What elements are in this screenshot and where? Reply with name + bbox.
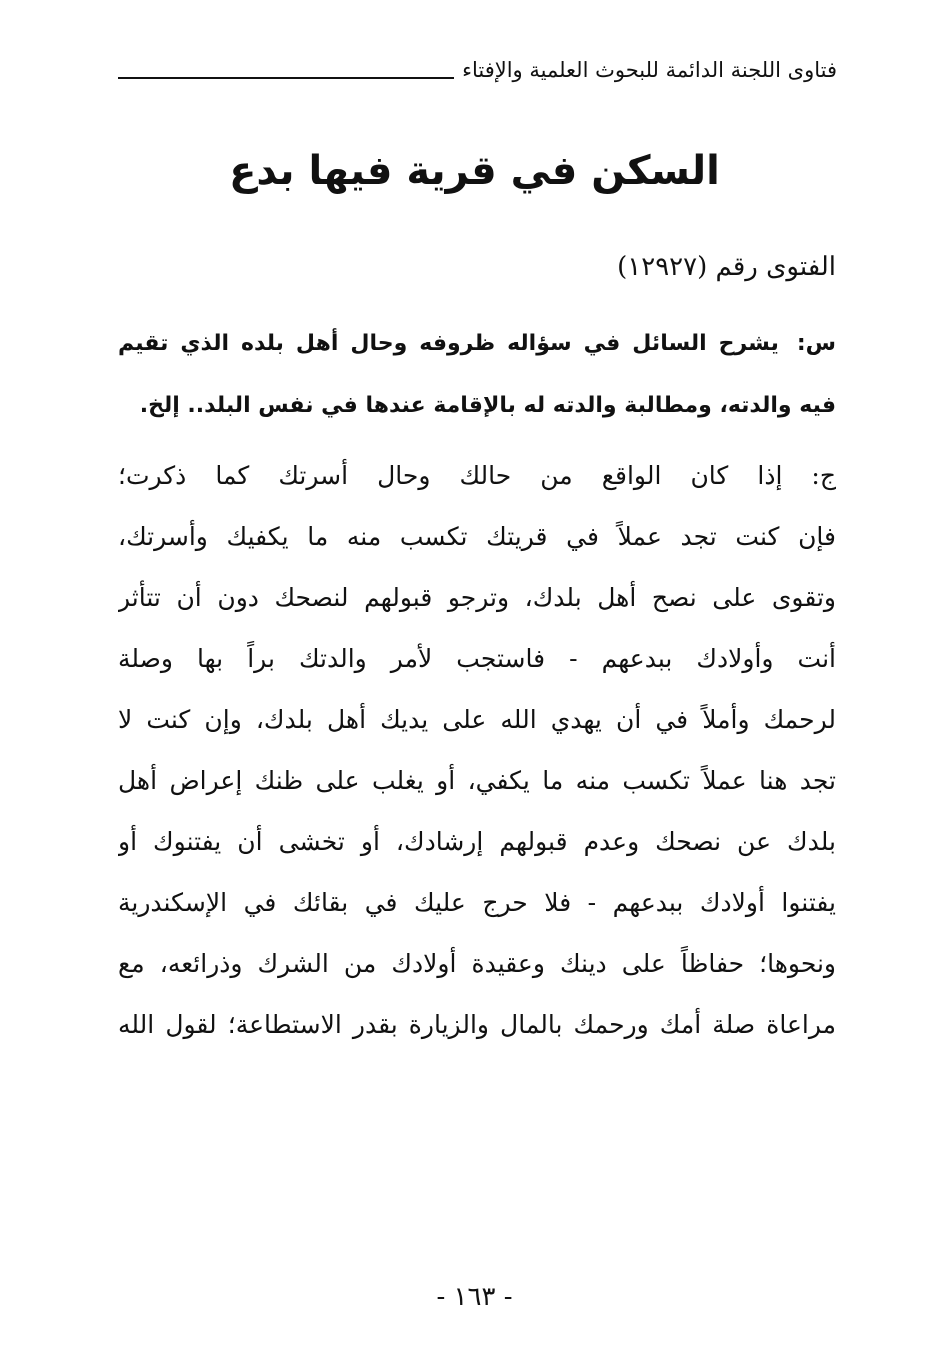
question-line: فيه والدته، ومطالبة والدته له بالإقامة عندها في نفس البلد.. إلخ. xyxy=(139,393,836,418)
question-line xyxy=(118,322,836,384)
answer-line: أنت وأولادك ببدعهم - فاستجب لأمر والدتك براً بها وصلة xyxy=(118,644,836,673)
answer-line: ج: إذا كان الواقع من حالك وحال أسرتك كما ذكرت؛ xyxy=(118,461,836,490)
question-block xyxy=(118,322,836,446)
answer-block xyxy=(118,453,836,1063)
fatwa-title: السكن في قرية فيها بدع xyxy=(229,148,720,194)
question-line-text: يشرح السائل في سؤاله ظروفه وحال أهل بلده الذي تقيم xyxy=(118,331,779,356)
answer-line: يفتنوا أولادك ببدعهم - فلا حرج عليك في بقائك في الإسكندرية xyxy=(118,888,836,917)
answer-line: وتقوى على نصح أهل بلدك، وترجو قبولهم لنصحك دون أن تتأثر xyxy=(118,583,836,612)
question-label: س: xyxy=(796,331,836,356)
answer-line: لرحمك وأملاً في أن يهدي الله على يديك أهل بلدك، وإن كنت لا xyxy=(118,705,836,734)
header-rule xyxy=(118,77,454,79)
page-number: - ١٦٣ - xyxy=(436,1282,513,1312)
running-header-title: فتاوى اللجنة الدائمة للبحوث العلمية والإفتاء xyxy=(462,58,837,82)
answer-line: بلدك عن نصحك وعدم قبولهم إرشادك، أو تخشى أن يفتنوك أو xyxy=(118,827,836,856)
running-header xyxy=(118,50,837,90)
answer-line: مراعاة صلة أمك ورحمك بالمال والزيارة بقدر الاستطاعة؛ لقول الله xyxy=(118,1010,836,1039)
fatwa-number: الفتوى رقم (١٢٩٢٧) xyxy=(617,252,836,282)
answer-line: ونحوها؛ حفاظاً على دينك وعقيدة أولادك من الشرك وذرائعه، مع xyxy=(118,949,836,978)
answer-line: فإن كنت تجد عملاً في قريتك تكسب منه ما يكفيك وأسرتك، xyxy=(118,522,836,551)
answer-line: تجد هنا عملاً تكسب منه ما يكفي، أو يغلب على ظنك إعراض أهل xyxy=(118,766,836,795)
